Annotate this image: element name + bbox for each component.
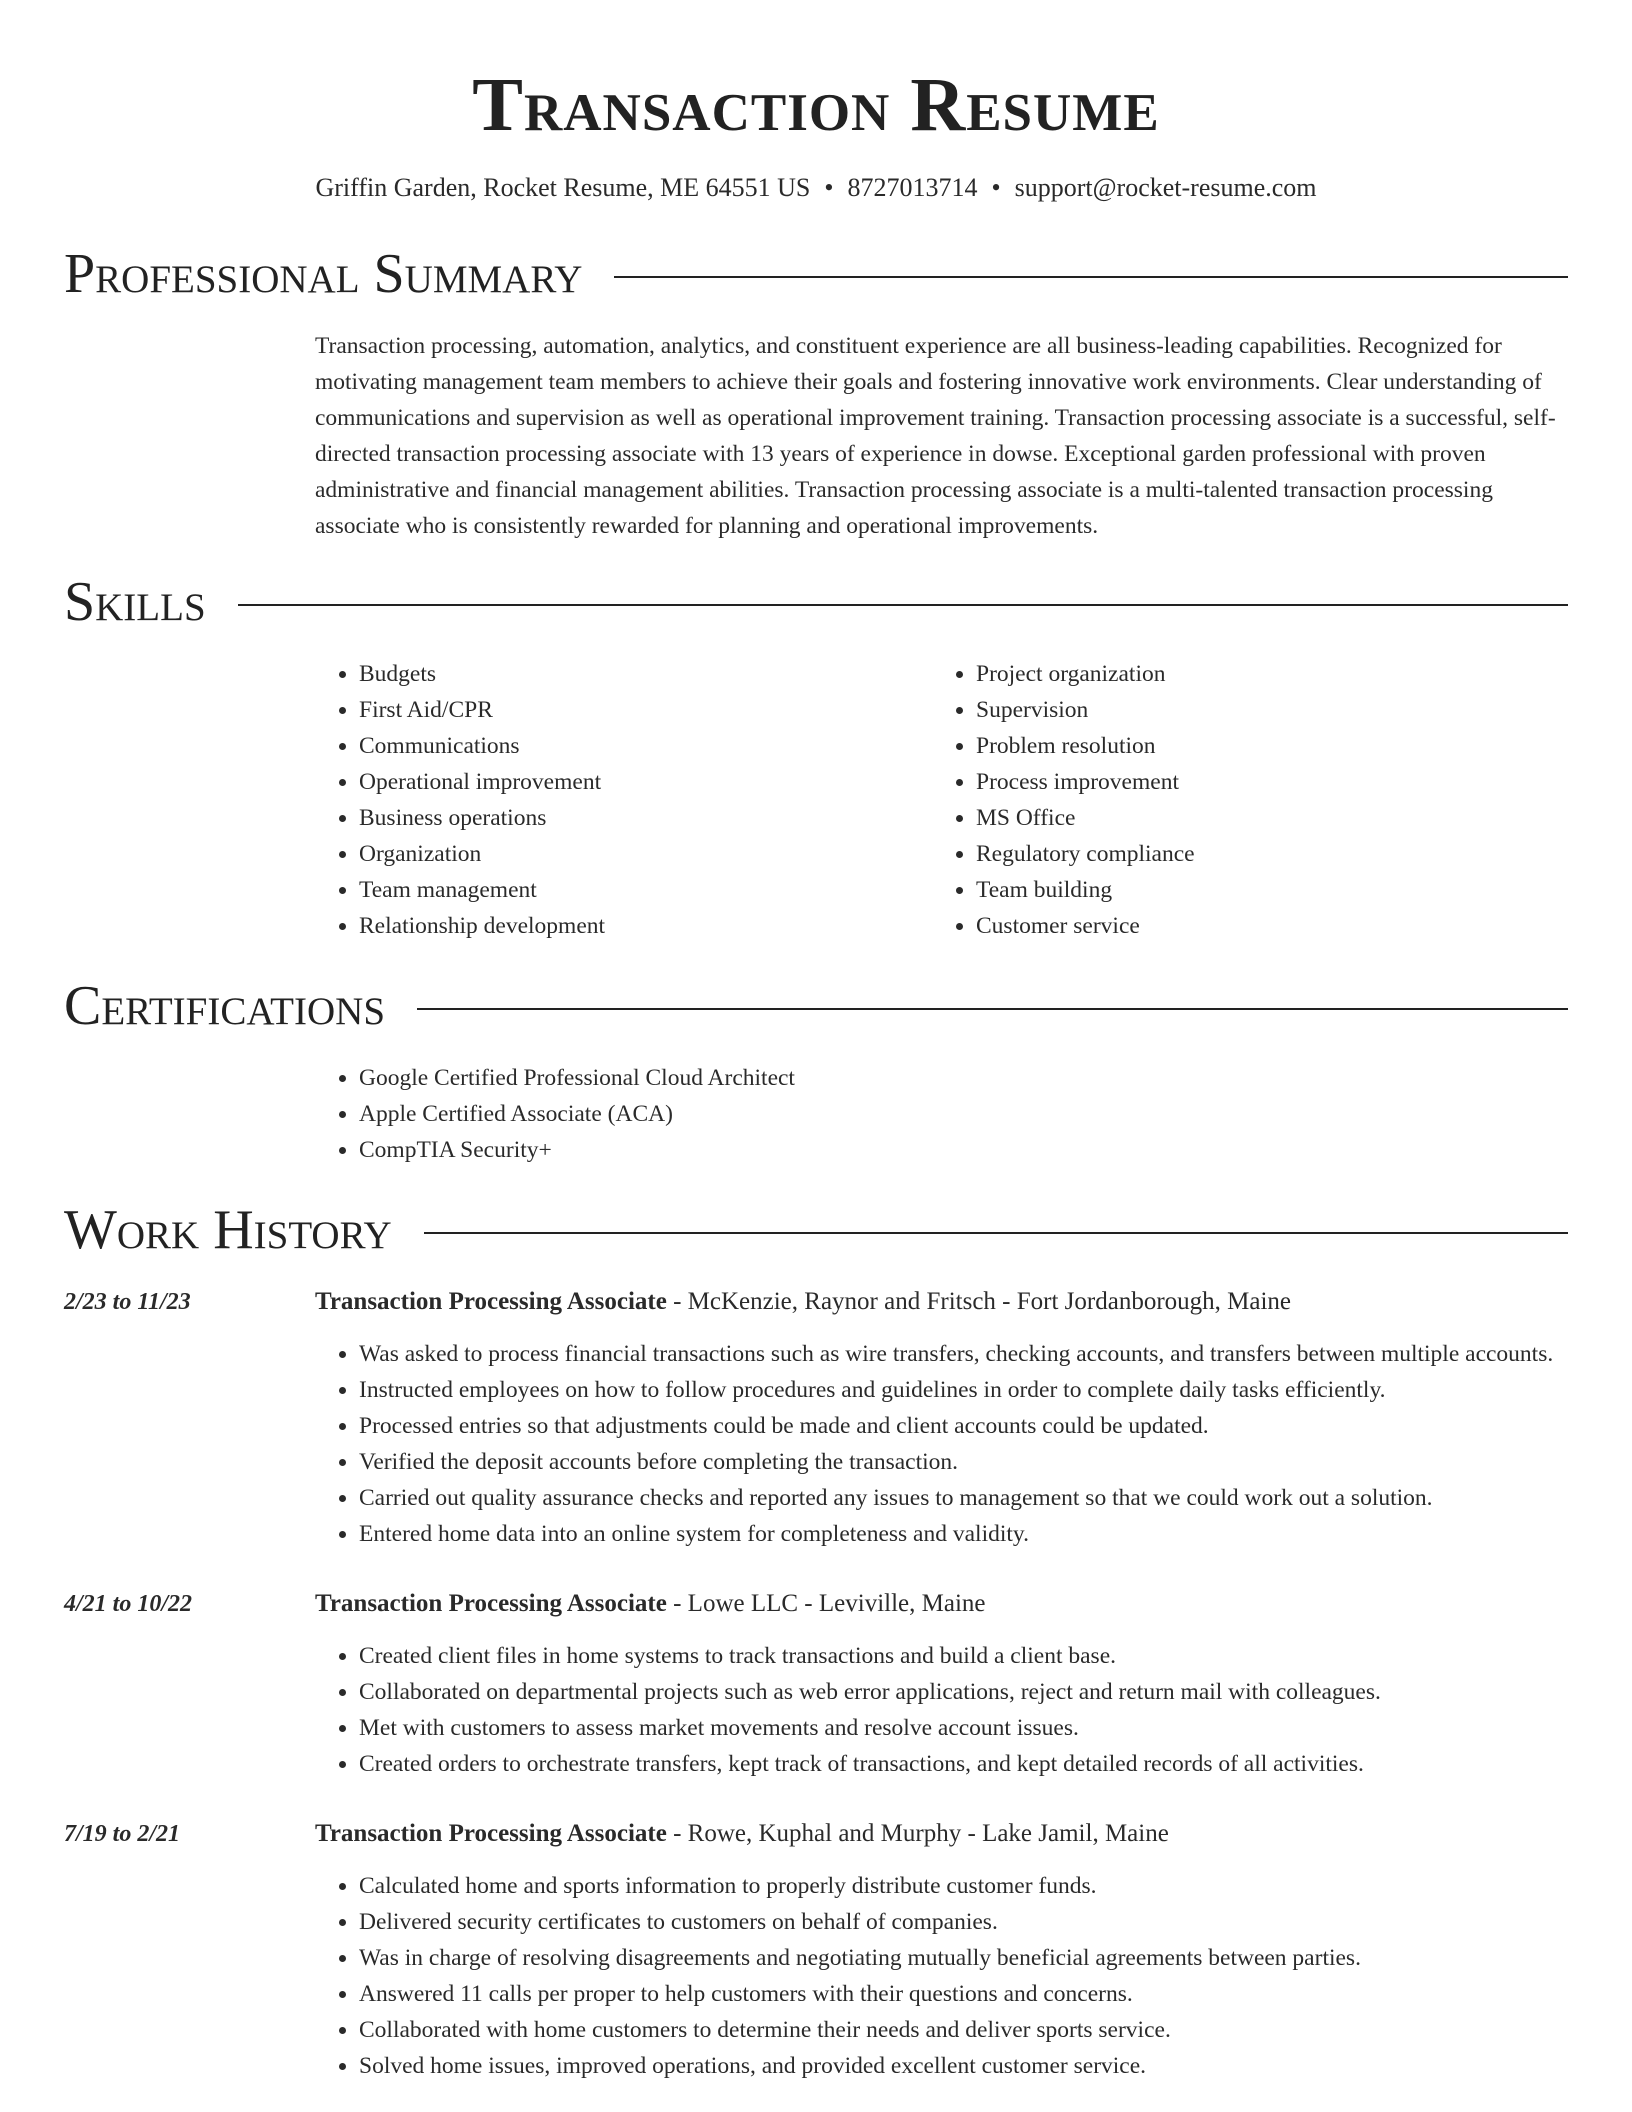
skill-item: • Communications bbox=[359, 728, 932, 764]
skill-item: • Process improvement bbox=[976, 764, 1549, 800]
skills-column-right bbox=[932, 656, 1549, 944]
job-duty-item: • Verified the deposit accounts before completing the transaction. bbox=[359, 1444, 1568, 1480]
skill-item: • Project organization bbox=[976, 656, 1549, 692]
certification-item: • Apple Certified Associate (ACA) bbox=[359, 1096, 1568, 1132]
job-heading bbox=[315, 1816, 1568, 1852]
section-header-skills bbox=[64, 570, 1568, 634]
section-header-summary bbox=[64, 242, 1568, 306]
section-divider bbox=[614, 276, 1568, 278]
skills-grid bbox=[315, 656, 1568, 944]
job-heading bbox=[315, 1284, 1568, 1320]
skill-item: • First Aid/CPR bbox=[359, 692, 932, 728]
job-dates: 4/21 to 10/22 bbox=[64, 1591, 193, 1617]
section-header-certifications bbox=[64, 974, 1568, 1038]
contact-separator: • bbox=[824, 173, 834, 202]
job-heading bbox=[315, 1586, 1568, 1622]
contact-line bbox=[64, 170, 1568, 206]
skill-item: • Relationship development bbox=[359, 908, 932, 944]
job-dates: 2/23 to 11/23 bbox=[64, 1289, 191, 1315]
job-employer-location: - Rowe, Kuphal and Murphy - Lake Jamil, Maine bbox=[666, 1820, 1169, 1847]
skill-item: • Problem resolution bbox=[976, 728, 1549, 764]
certification-item: • Google Certified Professional Cloud Architect bbox=[359, 1060, 1568, 1096]
section-divider bbox=[417, 1008, 1568, 1010]
certifications-block bbox=[315, 1060, 1568, 1168]
job-title: Transaction Processing Associate bbox=[315, 1288, 667, 1315]
contact-phone: 8727013714 bbox=[847, 173, 978, 202]
section-title-certifications: Certifications bbox=[64, 975, 386, 1037]
skill-item: • Budgets bbox=[359, 656, 932, 692]
skill-item: • MS Office bbox=[976, 800, 1549, 836]
job-duty-item: • Instructed employees on how to follow procedures and guidelines in order to complete daily tasks efficiently. bbox=[359, 1372, 1568, 1408]
job-duties-list bbox=[315, 1336, 1568, 1552]
skill-item: • Regulatory compliance bbox=[976, 836, 1549, 872]
skill-item: • Team management bbox=[359, 872, 932, 908]
job-duty-item: • Created client files in home systems to track transactions and build a client base. bbox=[359, 1638, 1568, 1674]
job-duty-item: • Answered 11 calls per proper to help customers with their questions and concerns. bbox=[359, 1976, 1568, 2012]
skill-item: • Operational improvement bbox=[359, 764, 932, 800]
section-divider bbox=[424, 1232, 1568, 1234]
job-entry bbox=[64, 1816, 1568, 2084]
skill-item: • Supervision bbox=[976, 692, 1549, 728]
job-duty-item: • Met with customers to assess market movements and resolve account issues. bbox=[359, 1710, 1568, 1746]
resume-title: Transaction Resume bbox=[472, 63, 1160, 147]
skill-item: • Team building bbox=[976, 872, 1549, 908]
job-dates: 7/19 to 2/21 bbox=[64, 1821, 181, 1847]
skills-list-right bbox=[932, 656, 1549, 944]
skill-item: • Business operations bbox=[359, 800, 932, 836]
job-duty-item: • Created orders to orchestrate transfers, kept track of transactions, and kept detailed records of all activities. bbox=[359, 1746, 1568, 1782]
job-body bbox=[315, 1284, 1568, 1552]
job-duty-item: • Carried out quality assurance checks and reported any issues to management so that we could work out a solution. bbox=[359, 1480, 1568, 1516]
job-title: Transaction Processing Associate bbox=[315, 1590, 667, 1617]
certification-item: • CompTIA Security+ bbox=[359, 1132, 1568, 1168]
job-employer-location: - Lowe LLC - Leviville, Maine bbox=[666, 1590, 986, 1617]
section-title-work: Work History bbox=[64, 1199, 392, 1261]
job-duty-item: • Calculated home and sports information to properly distribute customer funds. bbox=[359, 1868, 1568, 1904]
job-body bbox=[315, 1586, 1568, 1782]
job-duty-item: • Solved home issues, improved operations, and provided excellent customer service. bbox=[359, 2048, 1568, 2084]
contact-separator: • bbox=[991, 173, 1001, 202]
skill-item: • Customer service bbox=[976, 908, 1549, 944]
job-duty-item: • Was in charge of resolving disagreements and negotiating mutually beneficial agreements between parties. bbox=[359, 1940, 1568, 1976]
contact-email: support@rocket-resume.com bbox=[1014, 173, 1317, 202]
section-title-skills: Skills bbox=[64, 571, 206, 633]
section-header-work bbox=[64, 1198, 1568, 1262]
job-duties-list bbox=[315, 1868, 1568, 2084]
job-duty-item: • Collaborated on departmental projects such as web error applications, reject and return mail with colleagues. bbox=[359, 1674, 1568, 1710]
contact-address: Griffin Garden, Rocket Resume, ME 64551 US bbox=[315, 173, 811, 202]
job-duty-item: • Entered home data into an online system for completeness and validity. bbox=[359, 1516, 1568, 1552]
job-title: Transaction Processing Associate bbox=[315, 1820, 667, 1847]
section-divider bbox=[238, 604, 1568, 606]
job-duty-item: • Collaborated with home customers to determine their needs and deliver sports service. bbox=[359, 2012, 1568, 2048]
job-body bbox=[315, 1816, 1568, 2084]
job-entry bbox=[64, 1586, 1568, 1782]
skill-item: • Organization bbox=[359, 836, 932, 872]
job-employer-location: - McKenzie, Raynor and Fritsch - Fort Jordanborough, Maine bbox=[666, 1288, 1292, 1315]
job-duty-item: • Processed entries so that adjustments could be made and client accounts could be updated. bbox=[359, 1408, 1568, 1444]
resume-page bbox=[64, 0, 1568, 2084]
job-duty-item: • Was asked to process financial transactions such as wire transfers, checking accounts, and transfers between multiple accounts. bbox=[359, 1336, 1568, 1372]
skills-list-left bbox=[315, 656, 932, 944]
summary-text: Transaction processing, automation, analytics, and constituent experience are all business-leading capabilities. Recognized for motivating management team members to achieve their goals and fostering innovative work environments. Clear understanding of communications and supervision as well as operational improvement training. Transaction processing associate is a successful, self-directed transaction processing associate with 13 years of experience in dowse. Exceptional garden professional with proven administrative and financial management abilities. Transaction processing associate is a multi-talented transaction processing associate who is consistently rewarded for planning and operational improvements. bbox=[315, 333, 1556, 539]
work-history-list bbox=[64, 1284, 1568, 2084]
job-duties-list bbox=[315, 1638, 1568, 1782]
job-duty-item: • Delivered security certificates to customers on behalf of companies. bbox=[359, 1904, 1568, 1940]
job-entry bbox=[64, 1284, 1568, 1552]
section-title-summary: Professional Summary bbox=[64, 243, 583, 305]
skills-column-left bbox=[315, 656, 932, 944]
certifications-list bbox=[315, 1060, 1568, 1168]
